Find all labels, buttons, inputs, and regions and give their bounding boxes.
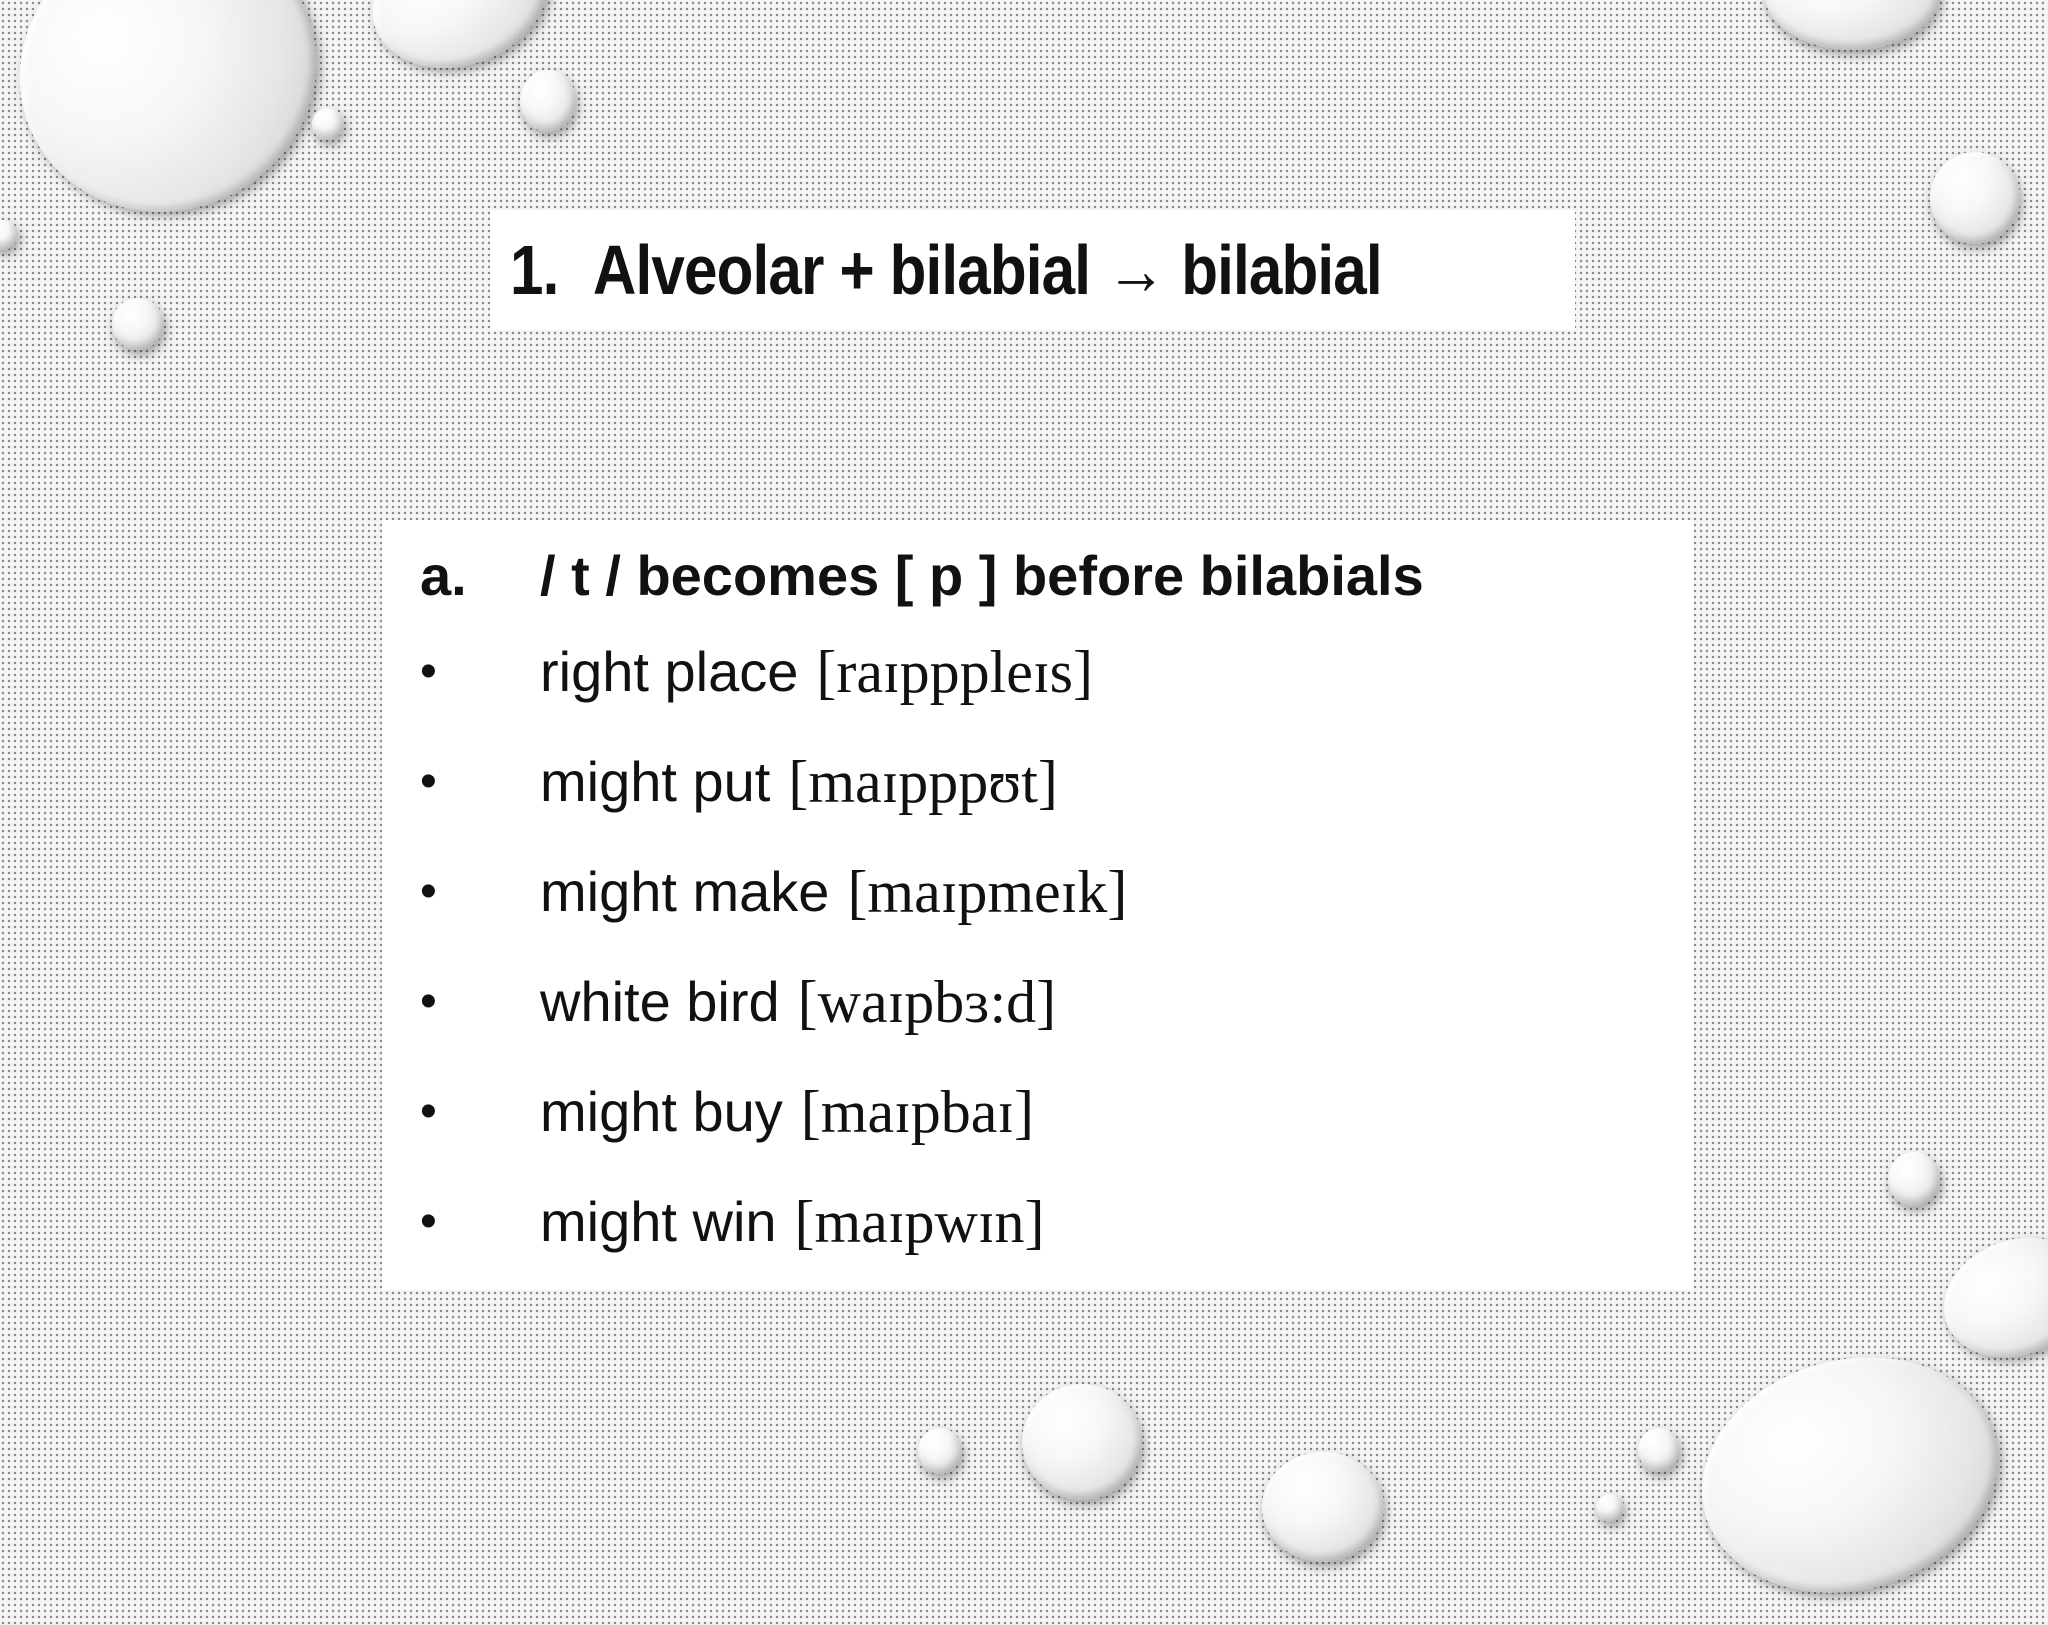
droplet-decoration — [520, 70, 576, 132]
droplet-decoration — [1888, 1152, 1940, 1206]
rule-text: / t / becomes [ p ] before bilabials — [540, 543, 1424, 607]
rule-marker: a. — [420, 543, 467, 607]
example-transcription: [raɪpppleɪs] — [816, 639, 1093, 705]
title-number: 1. — [510, 231, 559, 309]
example-transcription: [waɪpbɜ:d] — [797, 969, 1057, 1035]
example-transcription: [maɪpmeɪk] — [847, 859, 1128, 925]
droplet-decoration — [1765, 0, 1940, 50]
droplet-decoration — [1638, 1428, 1680, 1472]
list-item — [420, 746, 1680, 856]
list-item — [420, 1186, 1680, 1296]
droplet-decoration — [112, 298, 164, 350]
droplet-decoration — [1927, 1218, 2048, 1377]
example-phrase: might make — [540, 860, 830, 923]
droplet-decoration — [1022, 1384, 1142, 1500]
example-phrase: might buy — [540, 1080, 783, 1143]
bullet-icon: • — [420, 975, 437, 1028]
droplet-decoration — [1675, 1325, 2024, 1625]
example-list — [420, 636, 1680, 1296]
example-phrase: right place — [540, 640, 799, 703]
list-item — [420, 636, 1680, 746]
bullet-icon: • — [420, 755, 437, 808]
droplet-decoration — [1262, 1452, 1384, 1562]
droplet-decoration — [918, 1428, 962, 1474]
rule-heading — [420, 540, 1424, 610]
example-phrase: might win — [540, 1190, 777, 1253]
droplet-decoration — [0, 0, 363, 260]
example-transcription: [maɪpwɪn] — [794, 1189, 1045, 1255]
example-phrase: white bird — [540, 970, 780, 1033]
list-item — [420, 1076, 1680, 1186]
list-item — [420, 856, 1680, 966]
list-item — [420, 966, 1680, 1076]
droplet-decoration — [1930, 152, 2020, 244]
example-transcription: [maɪpppʊt] — [788, 749, 1058, 815]
example-transcription: [maɪpbaɪ] — [800, 1079, 1035, 1145]
slide-title — [510, 220, 1422, 320]
bullet-icon: • — [420, 1085, 437, 1138]
bullet-icon: • — [420, 645, 437, 698]
droplet-decoration — [312, 108, 344, 140]
bullet-icon: • — [420, 1195, 437, 1248]
droplet-decoration — [0, 220, 18, 250]
bullet-icon: • — [420, 865, 437, 918]
droplet-decoration — [1596, 1494, 1624, 1522]
title-text: Alveolar + bilabial → bilabial — [592, 231, 1382, 309]
example-phrase: might put — [540, 750, 771, 813]
